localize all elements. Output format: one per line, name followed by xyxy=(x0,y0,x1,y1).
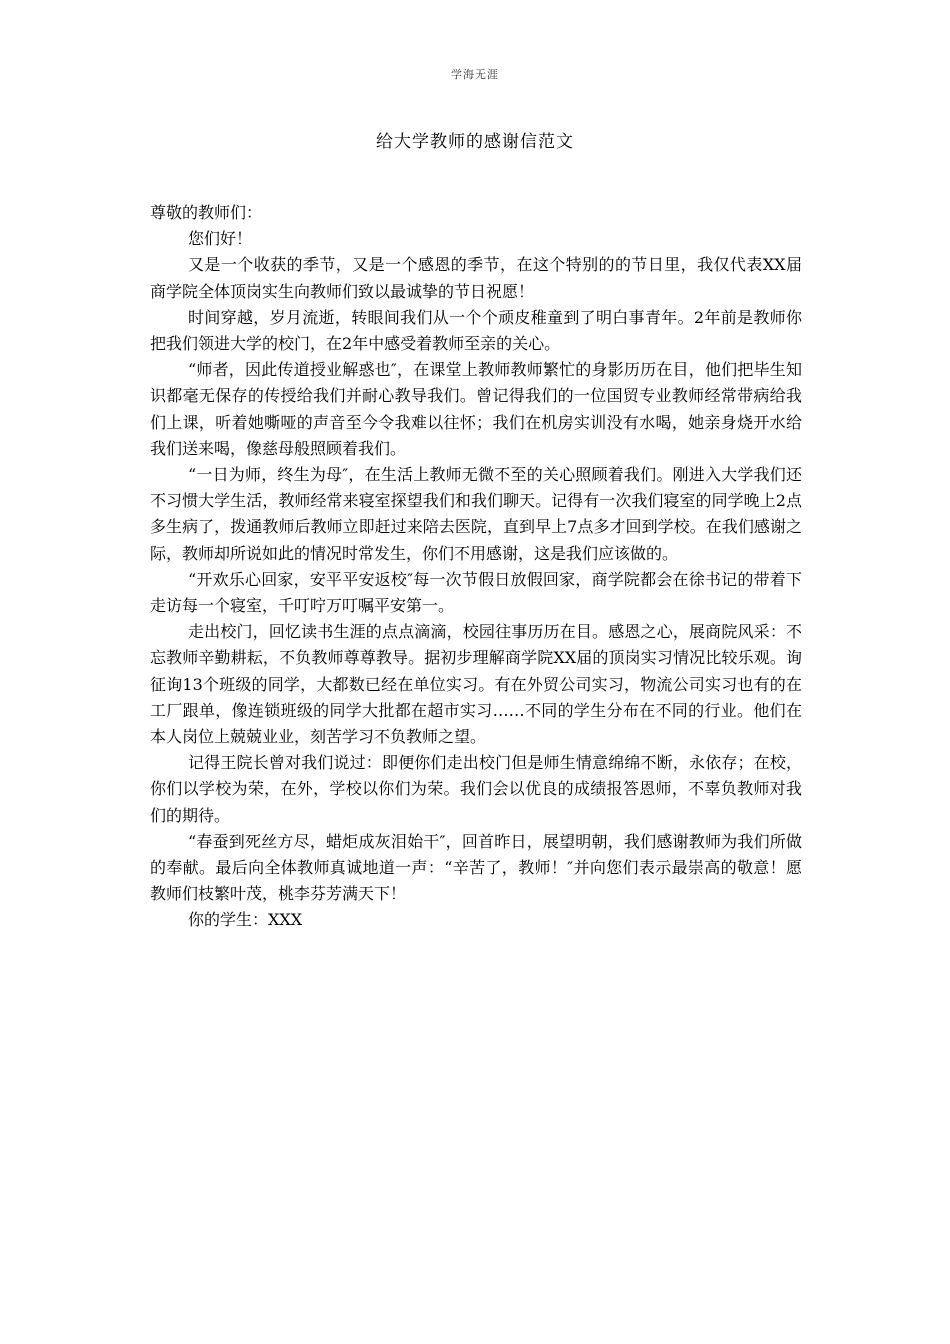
paragraph: “春蚕到死丝方尽，蜡炬成灰泪始干″，回首昨日，展望明朝，我们感谢教师为我们所做的奉献。最后向全体教师真诚地道一声：“辛苦了，教师！″并向您们表示最崇高的敬意！愿教师们枝繁叶茂，桃李芬芳满天下！ xyxy=(150,831,802,904)
salutation: 尊敬的教师们： xyxy=(150,203,263,222)
paragraph: “一日为师，终生为母″，在生活上教师无微不至的关心照顾着我们。刚进入大学我们还不习惯大学生活，教师经常来寝室探望我们和我们聊天。记得有一次我们寝室的同学晚上2点多生病了，拨通教师后教师立即赶过来陪去医院，直到早上7点多才回到学校。在我们感谢之际，教师却所说如此的情况时常发生，你们不用感谢，这是我们应该做的。 xyxy=(150,465,802,563)
greeting: 您们好！ xyxy=(188,229,253,249)
letter-body xyxy=(150,200,802,934)
page-header: 学海无涯 xyxy=(451,68,499,81)
paragraph: 走出校门，回忆读书生涯的点点滴滴，校园往事历历在目。感恩之心，展商院风采：不忘教师辛勤耕耘，不负教师尊尊教导。据初步理解商学院XX届的顶岗实习情况比较乐观。询征询13个班级的同学，大都数已经在单位实习。有在外贸公司实习，物流公司实习也有的在工厂跟单，像连锁班级的同学大批都在超市实习……不同的学生分布在不同的行业。他们在本人岗位上兢兢业业，刻苦学习不负教师之望。 xyxy=(150,622,802,747)
paragraph: 时间穿越，岁月流逝，转眼间我们从一个个顽皮稚童到了明白事青年。2年前是教师你把我们领进大学的校门，在2年中感受着教师至亲的关心。 xyxy=(150,307,802,354)
paragraph: 记得王院长曾对我们说过：即便你们走出校门但是师生情意绵绵不断，永依存；在校，你们以学校为荣，在外，学校以你们为荣。我们会以优良的成绩报答恩师，不辜负教师对我们的期待。 xyxy=(150,753,802,825)
paragraph: 又是一个收获的季节，又是一个感恩的季节，在这个特别的的节日里，我仅代表XX届商学院全体顶岗实生向教师们致以最诚挚的节日祝愿！ xyxy=(150,255,802,301)
paragraph: “师者，因此传道授业解惑也″，在课堂上教师教师繁忙的身影历历在目，他们把毕生知识都毫无保存的传授给我们并耐心教导我们。曾记得我们的一位国贸专业教师经常带病给我们上课，听着她嘶哑的声音至今令我难以往怀；我们在机房实训没有水喝，她亲身烧开水给我们送来喝，像慈母般照顾着我们。 xyxy=(150,360,802,458)
paragraph: “开欢乐心回家，安平平安返校″每一次节假日放假回家，商学院都会在徐书记的带着下走访每一个寝室，千叮咛万叮嘱平安第一。 xyxy=(150,569,802,616)
document-title: 给大学教师的感谢信范文 xyxy=(376,132,574,152)
signature: 你的学生：XXX xyxy=(188,910,303,930)
